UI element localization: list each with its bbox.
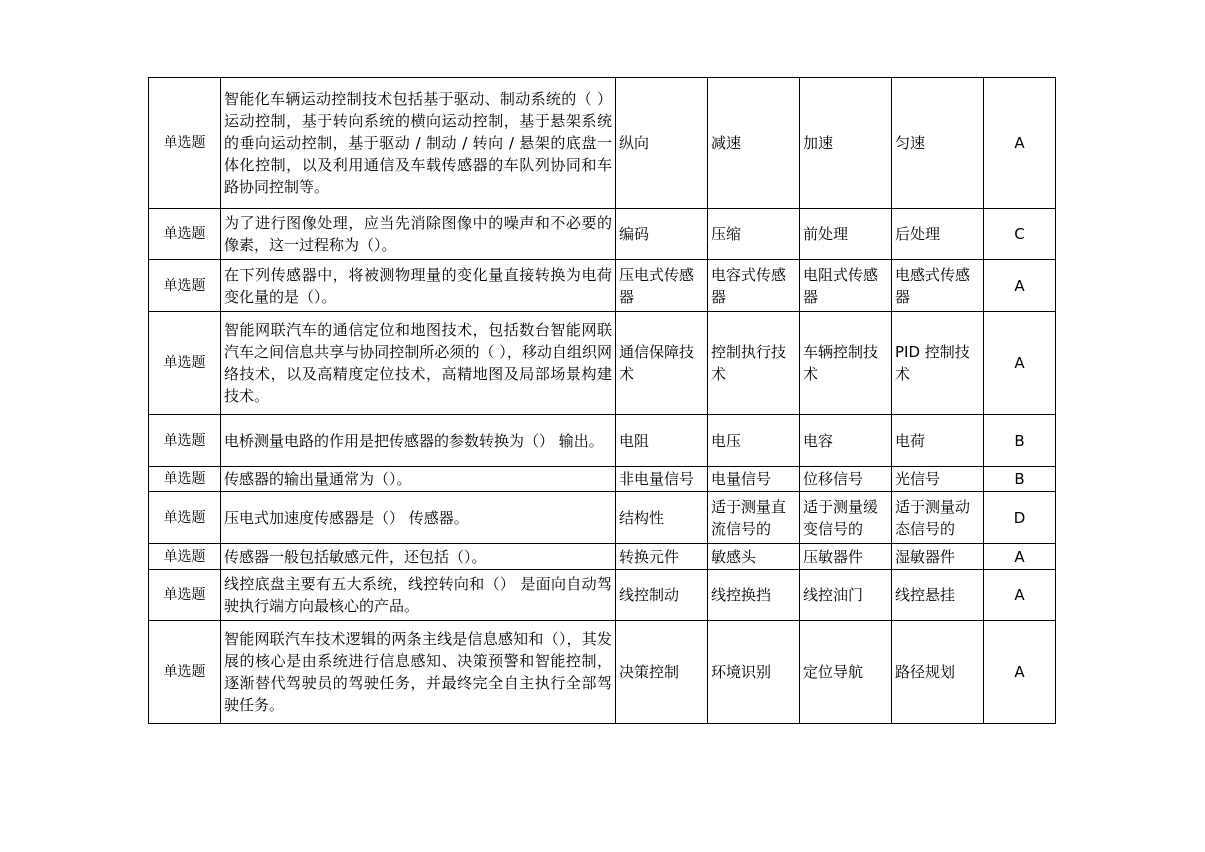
option-d-cell: 匀速 xyxy=(892,78,984,209)
question-stem-cell: 智能网联汽车的通信定位和地图技术，包括数台智能网联汽车之间信息共享与协同控制所必须的（ ），移动自组织网络技术，以及高精度定位技术，高精地图及局部场景构建技术。 xyxy=(221,312,616,415)
answer-cell: A xyxy=(984,260,1056,312)
question-stem-cell: 在下列传感器中，将被测物理量的变化量直接转换为电荷变化量的是（）。 xyxy=(221,260,616,312)
option-a-cell: 决策控制 xyxy=(616,621,708,724)
option-b-cell: 压缩 xyxy=(708,209,800,260)
table-row xyxy=(149,415,1056,467)
option-a-cell: 线控制动 xyxy=(616,570,708,621)
option-d-cell: 电感式传感器 xyxy=(892,260,984,312)
option-a-cell: 压电式传感器 xyxy=(616,260,708,312)
table-row xyxy=(149,544,1056,570)
option-d-cell: 线控悬挂 xyxy=(892,570,984,621)
option-d-cell: PID 控制技术 xyxy=(892,312,984,415)
question-type-cell: 单选题 xyxy=(149,312,221,415)
option-a-cell: 转换元件 xyxy=(616,544,708,570)
option-c-cell: 适于测量缓变信号的 xyxy=(800,492,892,544)
question-type-cell: 单选题 xyxy=(149,570,221,621)
option-b-cell: 线控换挡 xyxy=(708,570,800,621)
option-b-cell: 电压 xyxy=(708,415,800,467)
option-b-cell: 适于测量直流信号的 xyxy=(708,492,800,544)
option-a-cell: 结构性 xyxy=(616,492,708,544)
question-type-cell: 单选题 xyxy=(149,544,221,570)
option-a-cell: 纵向 xyxy=(616,78,708,209)
option-b-cell: 控制执行技术 xyxy=(708,312,800,415)
table-row xyxy=(149,570,1056,621)
option-d-cell: 适于测量动态信号的 xyxy=(892,492,984,544)
answer-cell: B xyxy=(984,467,1056,492)
option-b-cell: 电量信号 xyxy=(708,467,800,492)
table-row xyxy=(149,260,1056,312)
answer-cell: B xyxy=(984,415,1056,467)
answer-cell: A xyxy=(984,312,1056,415)
table-row xyxy=(149,621,1056,724)
question-type-cell: 单选题 xyxy=(149,78,221,209)
question-type-cell: 单选题 xyxy=(149,467,221,492)
answer-cell: A xyxy=(984,78,1056,209)
table-row xyxy=(149,78,1056,209)
question-stem-cell: 为了进行图像处理，应当先消除图像中的噪声和不必要的像素，这一过程称为（）。 xyxy=(221,209,616,260)
option-a-cell: 非电量信号 xyxy=(616,467,708,492)
question-type-cell: 单选题 xyxy=(149,260,221,312)
option-a-cell: 电阻 xyxy=(616,415,708,467)
answer-cell: D xyxy=(984,492,1056,544)
option-b-cell: 敏感头 xyxy=(708,544,800,570)
option-d-cell: 后处理 xyxy=(892,209,984,260)
question-type-cell: 单选题 xyxy=(149,621,221,724)
question-table xyxy=(148,77,1056,724)
option-c-cell: 线控油门 xyxy=(800,570,892,621)
option-b-cell: 电容式传感器 xyxy=(708,260,800,312)
option-b-cell: 减速 xyxy=(708,78,800,209)
question-stem-cell: 传感器的输出量通常为（）。 xyxy=(221,467,616,492)
table-row xyxy=(149,312,1056,415)
table-row xyxy=(149,492,1056,544)
option-c-cell: 电容 xyxy=(800,415,892,467)
question-type-cell: 单选题 xyxy=(149,415,221,467)
option-c-cell: 车辆控制技术 xyxy=(800,312,892,415)
question-type-cell: 单选题 xyxy=(149,492,221,544)
option-c-cell: 前处理 xyxy=(800,209,892,260)
option-d-cell: 电荷 xyxy=(892,415,984,467)
question-stem-cell: 智能网联汽车技术逻辑的两条主线是信息感知和（），其发展的核心是由系统进行信息感知、决策预警和智能控制，逐渐替代驾驶员的驾驶任务，并最终完全自主执行全部驾驶任务。 xyxy=(221,621,616,724)
answer-cell: A xyxy=(984,621,1056,724)
question-type-cell: 单选题 xyxy=(149,209,221,260)
table-row xyxy=(149,467,1056,492)
option-d-cell: 光信号 xyxy=(892,467,984,492)
answer-cell: C xyxy=(984,209,1056,260)
question-stem-cell: 传感器一般包括敏感元件，还包括（）。 xyxy=(221,544,616,570)
question-stem-cell: 电桥测量电路的作用是把传感器的参数转换为（） 输出。 xyxy=(221,415,616,467)
answer-cell: A xyxy=(984,570,1056,621)
question-stem-cell: 智能化车辆运动控制技术包括基于驱动、制动系统的（ ）运动控制，基于转向系统的横向运动控制，基于悬架系统的垂向运动控制，基于驱动 / 制动 / 转向 / 悬架的底盘一体化控制，以及利用通信及车载传感器的车队列协同和车路协同控制等。 xyxy=(221,78,616,209)
option-a-cell: 通信保障技术 xyxy=(616,312,708,415)
option-a-cell: 编码 xyxy=(616,209,708,260)
question-stem-cell: 线控底盘主要有五大系统，线控转向和（） 是面向自动驾驶执行端方向最核心的产品。 xyxy=(221,570,616,621)
option-c-cell: 定位导航 xyxy=(800,621,892,724)
option-c-cell: 加速 xyxy=(800,78,892,209)
option-d-cell: 路径规划 xyxy=(892,621,984,724)
option-c-cell: 电阻式传感器 xyxy=(800,260,892,312)
question-stem-cell: 压电式加速度传感器是（） 传感器。 xyxy=(221,492,616,544)
option-c-cell: 位移信号 xyxy=(800,467,892,492)
answer-cell: A xyxy=(984,544,1056,570)
table-row xyxy=(149,209,1056,260)
option-b-cell: 环境识别 xyxy=(708,621,800,724)
option-c-cell: 压敏器件 xyxy=(800,544,892,570)
option-d-cell: 湿敏器件 xyxy=(892,544,984,570)
